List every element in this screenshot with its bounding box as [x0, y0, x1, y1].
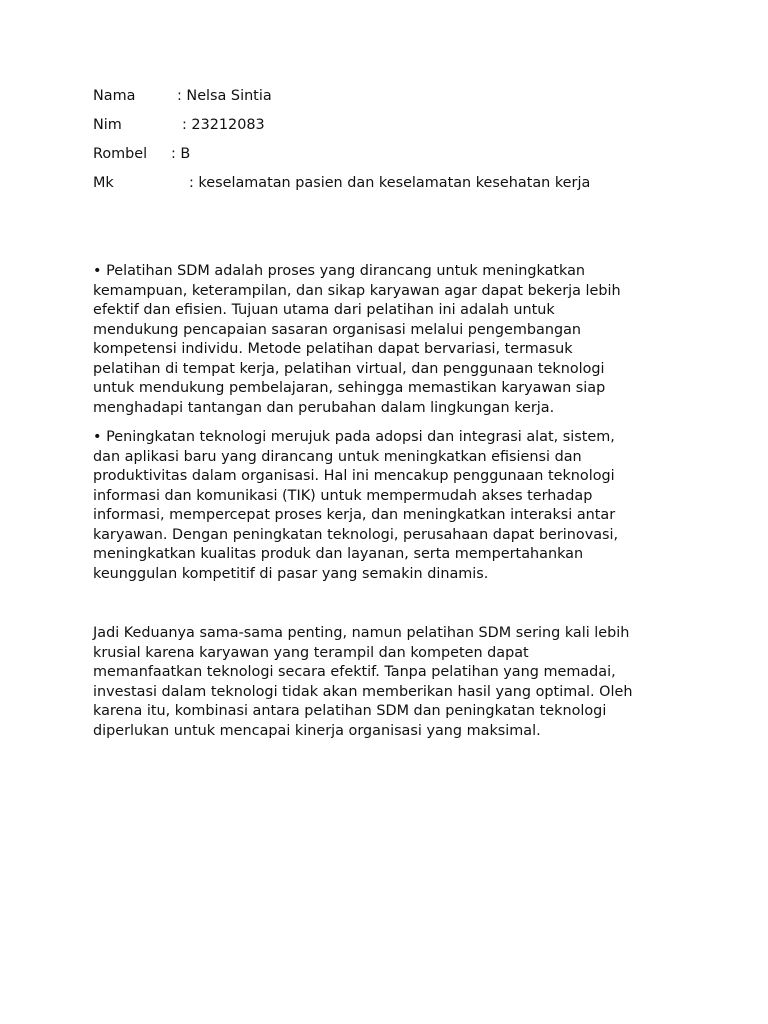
paragraph-pelatihan-sdm — [93, 262, 683, 418]
text-line: mendukung pencapaian sasaran organisasi melalui pengembangan — [93, 321, 582, 338]
text-line: karyawan. Dengan peningkatan teknologi, perusahaan dapat berinovasi, — [93, 526, 619, 543]
text-line: kompetensi individu. Metode pelatihan dapat bervariasi, termasuk — [93, 341, 573, 357]
text-line: informasi, mempercepat proses kerja, dan meningkatkan interaksi antar — [93, 507, 616, 523]
text-line: produktivitas dalam organisasi. Hal ini mencakup penggunaan teknologi — [93, 468, 615, 484]
text-line: keunggulan kompetitif di pasar yang semakin dinamis. — [93, 565, 489, 582]
text-line: karena itu, kombinasi antara pelatihan SDM dan peningkatan teknologi — [93, 703, 607, 719]
mk-value: : keselamatan pasien dan keselamatan kesehatan kerja — [189, 175, 591, 191]
text-line: memanfaatkan teknologi secara efektif. Tanpa pelatihan yang memadai, — [93, 664, 616, 680]
nama-value: : Nelsa Sintia — [177, 88, 272, 104]
text-line: dan aplikasi baru yang dirancang untuk meningkatkan efisiensi dan — [93, 448, 582, 465]
text-line: • Peningkatan teknologi merujuk pada adopsi dan integrasi alat, sistem, — [93, 429, 615, 445]
text-line: kemampuan, keterampilan, dan sikap karyawan agar dapat bekerja lebih — [93, 282, 621, 299]
nim-label: Nim — [93, 117, 122, 133]
paragraph-peningkatan-teknologi — [93, 428, 683, 584]
text-line: krusial karena karyawan yang terampil dan kompeten dapat — [93, 644, 529, 661]
text-line: pelatihan di tempat kerja, pelatihan virtual, dan penggunaan teknologi — [93, 360, 605, 377]
text-line: untuk mendukung pembelajaran, sehingga memastikan karyawan siap — [93, 380, 606, 396]
text-line: efektif dan efisien. Tujuan utama dari pelatihan ini adalah untuk — [93, 302, 555, 318]
nama-label: Nama — [93, 88, 136, 104]
paragraph-kesimpulan — [93, 624, 683, 741]
rombel-label: Rombel — [93, 146, 148, 162]
nim-value: : 23212083 — [182, 117, 265, 133]
text-line: informasi dan komunikasi (TIK) untuk mempermudah akses terhadap — [93, 487, 593, 504]
mk-label: Mk — [93, 175, 114, 191]
rombel-value: : B — [171, 146, 191, 162]
text-line: investasi dalam teknologi tidak akan memberikan hasil yang optimal. Oleh — [93, 683, 633, 700]
text-line: • Pelatihan SDM adalah proses yang dirancang untuk meningkatkan — [93, 263, 586, 279]
text-line: meningkatkan kualitas produk dan layanan, serta mempertahankan — [93, 546, 584, 562]
text-line: diperlukan untuk mencapai kinerja organisasi yang maksimal. — [93, 722, 541, 739]
header-row-mk — [93, 173, 591, 193]
header-row-rombel — [93, 144, 191, 164]
text-line: menghadapi tantangan dan perubahan dalam lingkungan kerja. — [93, 399, 555, 416]
text-line: Jadi Keduanya sama-sama penting, namun pelatihan SDM sering kali lebih — [93, 625, 630, 641]
header-row-nama — [93, 86, 272, 106]
header-row-nim — [93, 115, 265, 135]
